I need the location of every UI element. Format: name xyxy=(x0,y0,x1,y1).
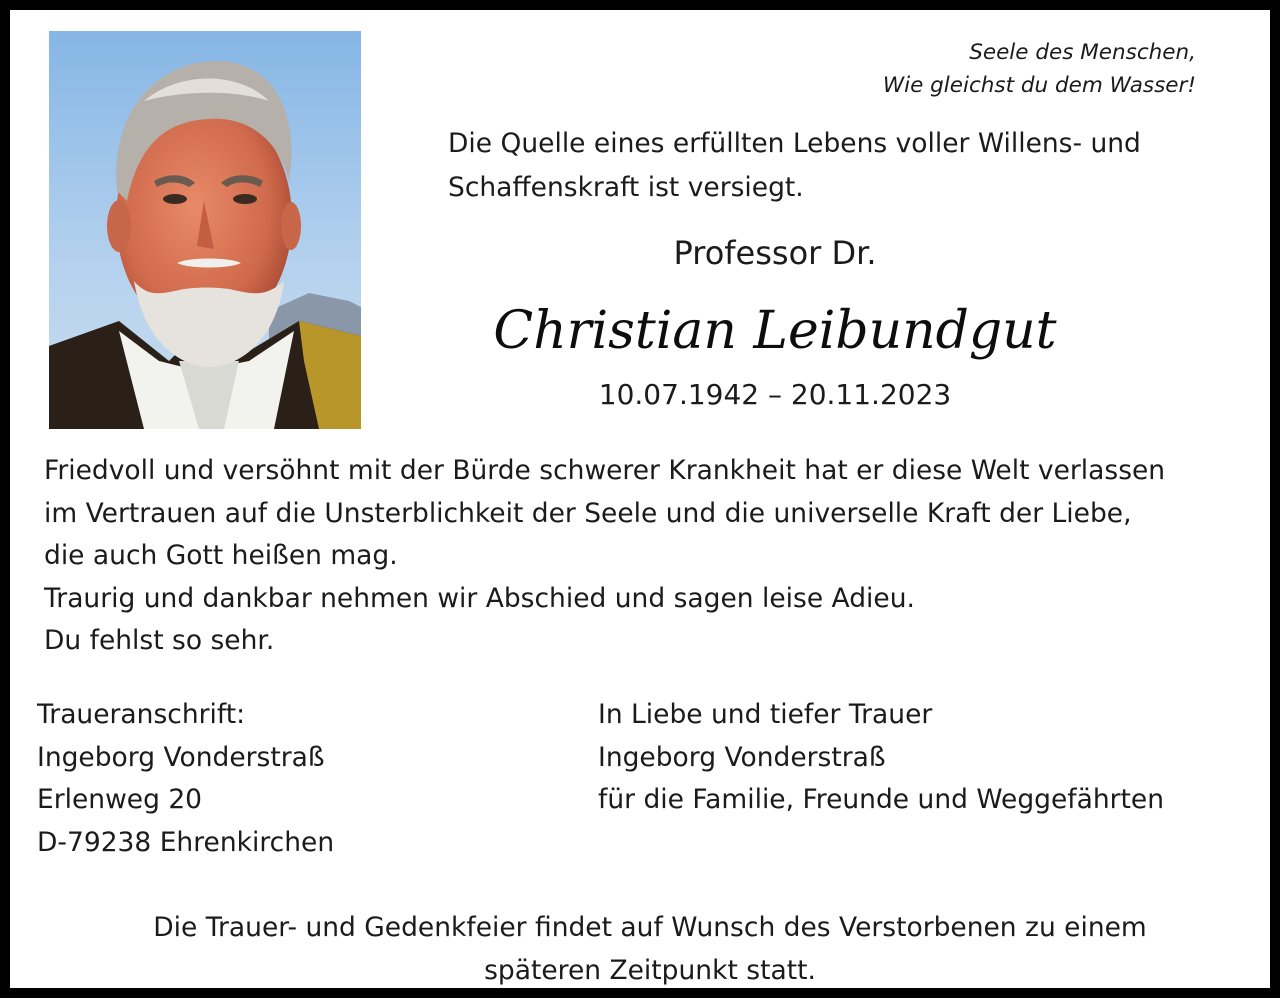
memorial-service-note xyxy=(10,906,1280,992)
mourners-line: für die Familie, Freunde und Weggefährten xyxy=(598,784,1165,815)
footer-line: Die Trauer- und Gedenkfeier findet auf Wunsch des Verstorbenen zu einem xyxy=(153,912,1147,943)
paragraph-line: im Vertrauen auf die Unsterblichkeit der Seele und die universelle Kraft der Liebe, xyxy=(44,497,1132,529)
deceased-name: Christian Leibundgut xyxy=(493,301,1057,361)
mourners-signature xyxy=(598,694,1164,822)
intro-line: Schaffenskraft ist versiegt. xyxy=(448,172,804,203)
footer-line: späteren Zeitpunkt statt. xyxy=(484,955,816,986)
academic-title: Professor Dr. xyxy=(673,234,877,272)
motto-line: Seele des Menschen, xyxy=(969,40,1196,65)
motto-line: Wie gleichst du dem Wasser! xyxy=(882,73,1196,98)
paragraph-line: Traurig und dankbar nehmen wir Abschied und sagen leise Adieu. xyxy=(44,582,915,614)
intro-line: Die Quelle eines erfüllten Lebens voller Willens- und xyxy=(448,128,1141,159)
mourning-address xyxy=(37,694,334,864)
address-heading: Traueranschrift: xyxy=(37,699,246,730)
portrait-photo xyxy=(49,31,361,429)
mourners-line: Ingeborg Vonderstraß xyxy=(598,741,886,773)
address-line: D-79238 Ehrenkirchen xyxy=(37,826,335,858)
life-dates: 10.07.1942 – 20.11.2023 xyxy=(598,378,952,411)
farewell-paragraph xyxy=(44,450,1165,663)
mourners-heading: In Liebe und tiefer Trauer xyxy=(598,699,933,730)
address-line: Erlenweg 20 xyxy=(37,784,203,815)
paragraph-line: Du fehlst so sehr. xyxy=(44,625,275,656)
intro-text xyxy=(448,122,1141,210)
paragraph-line: die auch Gott heißen mag. xyxy=(44,540,398,571)
motto-quote xyxy=(883,36,1196,102)
address-line: Ingeborg Vonderstraß xyxy=(37,741,325,773)
paragraph-line: Friedvoll und versöhnt mit der Bürde schwerer Krankheit hat er diese Welt verlassen xyxy=(44,455,1166,486)
